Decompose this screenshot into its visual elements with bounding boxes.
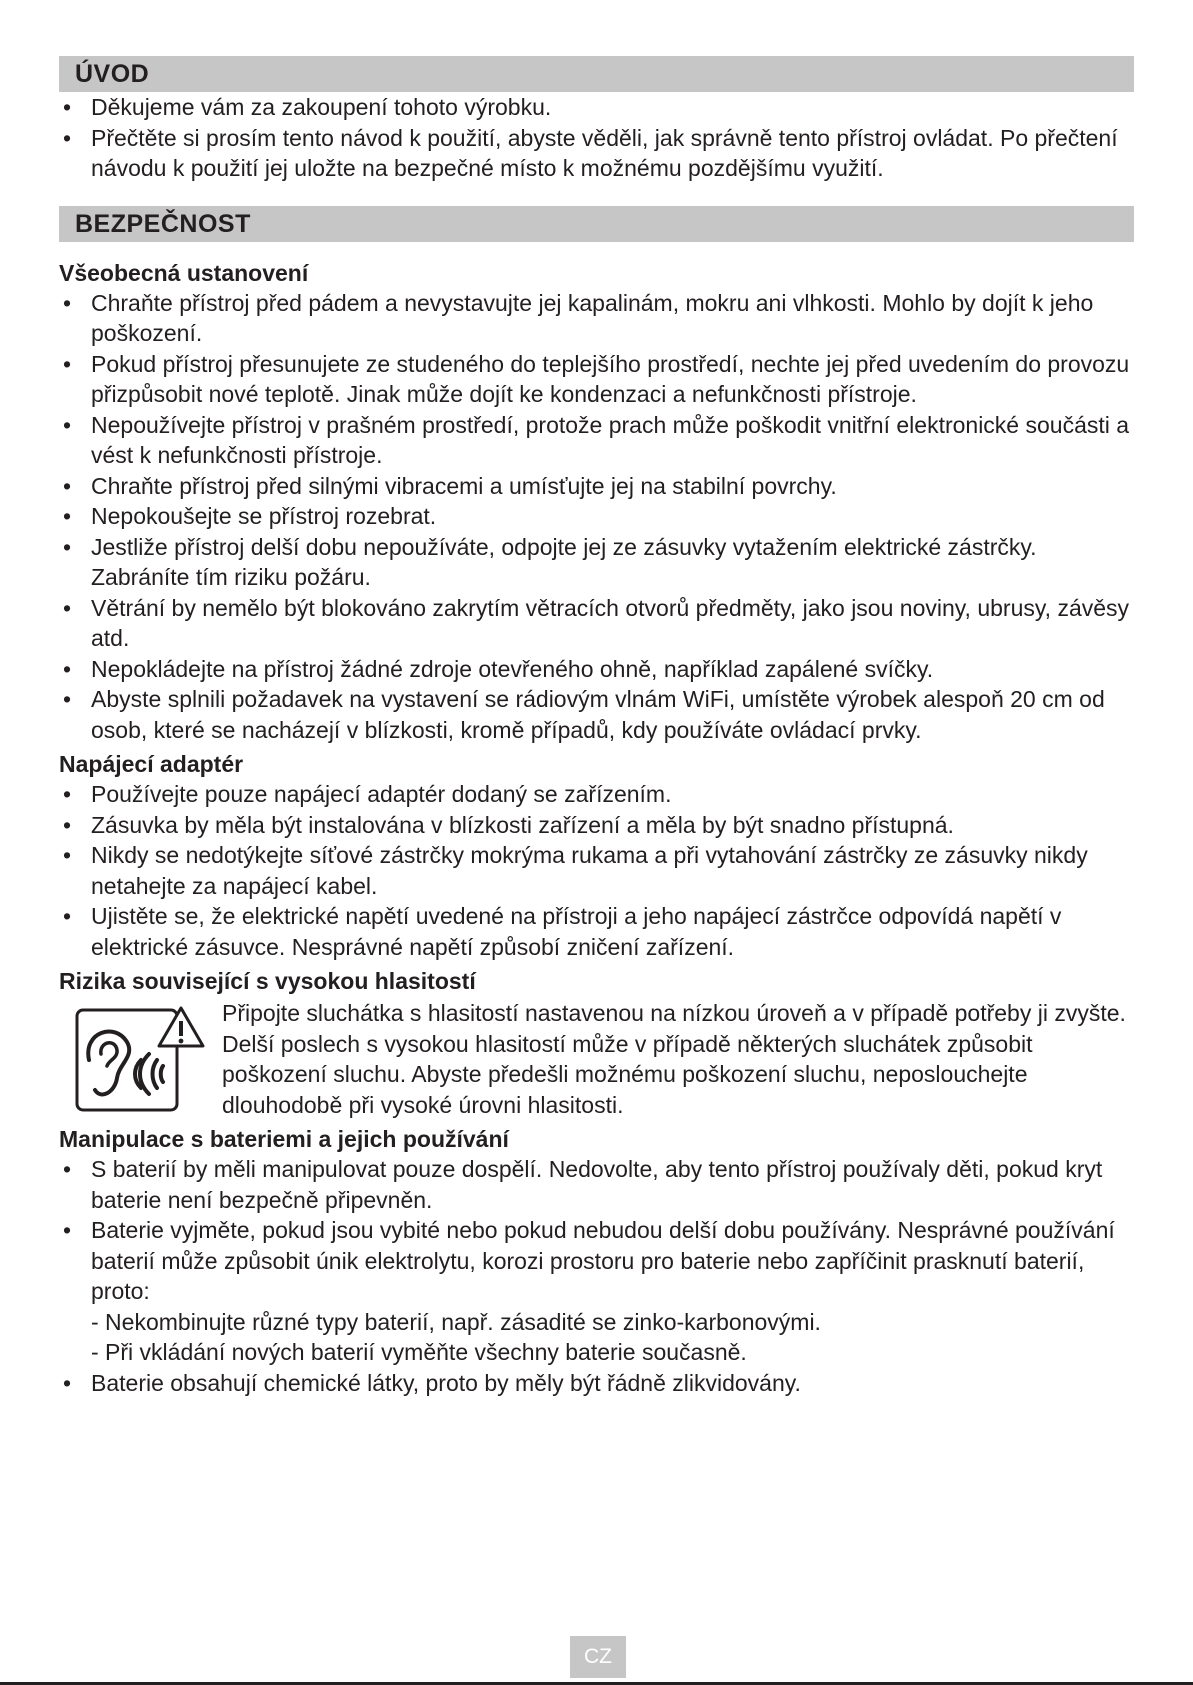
list-item: • Jestliže přístroj delší dobu nepoužíváte, odpojte jej ze zásuvky vytažením elektrické zástrčky. Zabráníte tím riziku požáru.	[59, 532, 1134, 593]
hearing-warning-text: Připojte sluchátka s hlasitostí nastavenou na nízkou úroveň a v případě potřeby ji zvyšte. Delší poslech s vysokou hlasitostí může v případě některých sluchátek způsobit poškození sluchu. Abyste předešli možnému poškození sluchu, neposlouchejte dlouhodobě při vysoké úrovni hlasitosti.	[222, 1000, 1126, 1118]
list-item: • Zásuvka by měla být instalována v blízkosti zařízení a měla by být snadno přístupná.	[59, 810, 1134, 841]
subheading-general: Všeobecná ustanovení	[59, 259, 309, 286]
list-item: • Nikdy se nedotýkejte síťové zástrčky mokrýma rukama a při vytahování zástrčky ze zásuvky nikdy netahejte za napájecí kabel.	[59, 840, 1134, 901]
list-item: • Ujistěte se, že elektrické napětí uvedené na přístroji a jeho napájecí zástrčce odpovídá napětí v elektrické zásuvce. Nesprávné napětí způsobí zničení zařízení.	[59, 901, 1134, 962]
list-item: • Děkujeme vám za zakoupení tohoto výrobku.	[59, 92, 1134, 123]
list-item	[59, 1215, 1134, 1368]
list-item: • Nepokládejte na přístroj žádné zdroje otevřeného ohně, například zapálené svíčky.	[59, 654, 1134, 685]
manual-page	[59, 56, 1134, 1398]
list-item: • Abyste splnili požadavek na vystavení se rádiovým vlnám WiFi, umístěte výrobek alespoň 20 cm od osob, které se nacházejí v blízkosti, kromě případů, kdy používáte ovládací prvky.	[59, 684, 1134, 745]
subheading-batteries: Manipulace s bateriemi a jejich používání	[59, 1126, 509, 1152]
list-item: • Nepokoušejte se přístroj rozebrat.	[59, 501, 1134, 532]
dash-item: - Nekombinujte různé typy baterií, např. zásadité se zinko-karbonovými.	[91, 1308, 821, 1335]
general-list	[59, 288, 1134, 746]
list-item: • S baterií by měli manipulovat pouze dospělí. Nedovolte, aby tento přístroj používaly děti, pokud kryt baterie není bezpečně připevněn.	[59, 1154, 1134, 1215]
page-language-badge: CZ	[570, 1636, 626, 1678]
list-item: • Používejte pouze napájecí adaptér dodaný se zařízením.	[59, 779, 1134, 810]
intro-list	[59, 92, 1134, 184]
subheading-adapter: Napájecí adaptér	[59, 751, 244, 777]
section-header-safety: BEZPEČNOST	[59, 206, 1134, 242]
list-item: • Baterie obsahují chemické látky, proto by měly být řádně zlikvidovány.	[59, 1368, 1134, 1399]
list-item: • Pokud přístroj přesunujete ze studeného do teplejšího prostředí, nechte jej před uvedením do provozu přizpůsobit nové teplotě. Jinak může dojít ke kondenzaci a nefunkčnosti přístroje.	[59, 349, 1134, 410]
hearing-warning-block	[59, 998, 1134, 1120]
list-item: • Nepoužívejte přístroj v prašném prostředí, protože prach může poškodit vnitřní elektronické součásti a vést k nefunkčnosti přístroje.	[59, 410, 1134, 471]
list-item: • Chraňte přístroj před pádem a nevystavujte jej kapalinám, mokru ani vlhkosti. Mohlo by dojít k jeho poškození.	[59, 288, 1134, 349]
batteries-list	[59, 1154, 1134, 1398]
list-item: • Větrání by nemělo být blokováno zakrytím větracích otvorů předměty, jako jsou noviny, ubrusy, závěsy atd.	[59, 593, 1134, 654]
hearing-warning-icon	[75, 1004, 210, 1114]
list-item-text: Baterie vyjměte, pokud jsou vybité nebo pokud nebudou delší dobu používány. Nesprávné používání baterií může způsobit únik elektrolytu, korozi prostoru pro baterie nebo zapříčinit prasknutí baterií, proto:	[91, 1217, 1115, 1304]
subheading-volume: Rizika související s vysokou hlasitostí	[59, 968, 476, 994]
list-item: • Chraňte přístroj před silnými vibracemi a umísťujte jej na stabilní povrchy.	[59, 471, 1134, 502]
list-item: • Přečtěte si prosím tento návod k použití, abyste věděli, jak správně tento přístroj ovládat. Po přečtení návodu k použití jej uložte na bezpečné místo k možnému pozdějšímu využití.	[59, 123, 1134, 184]
adapter-list	[59, 779, 1134, 962]
dash-item: - Při vkládání nových baterií vyměňte všechny baterie současně.	[91, 1339, 747, 1365]
section-header-intro: ÚVOD	[59, 56, 1134, 92]
